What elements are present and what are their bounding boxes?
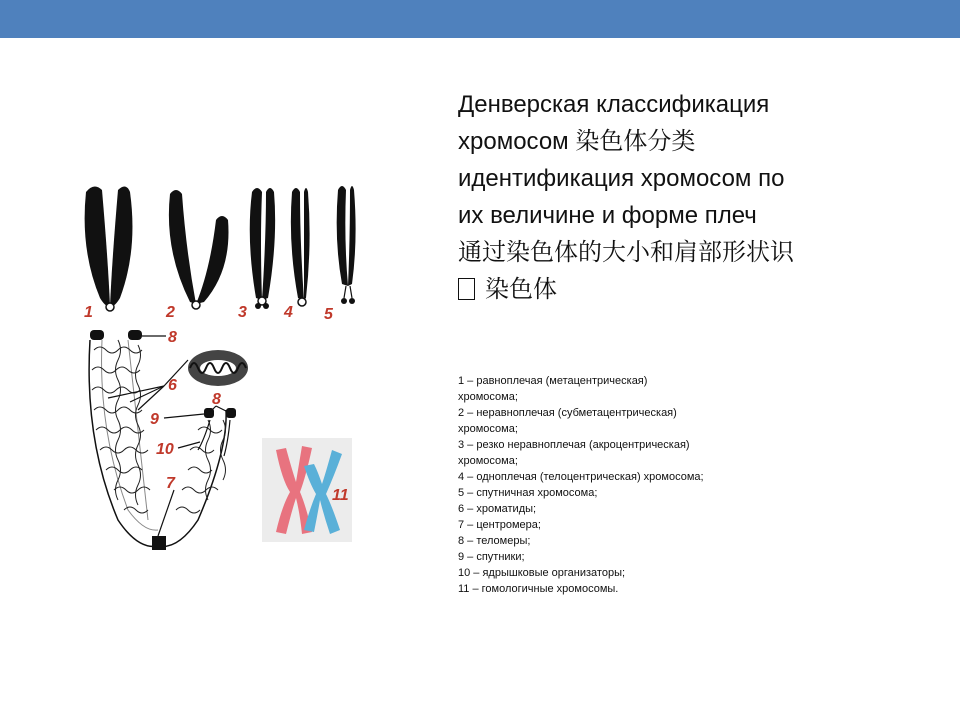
- chromosome-5: [337, 186, 356, 304]
- heading-line-5: 通过染色体的大小和肩部形状识: [458, 239, 794, 266]
- chromatid-cross-section: [188, 350, 248, 386]
- label-2: 2: [166, 304, 175, 321]
- label-7: 7: [166, 475, 175, 492]
- legend-item: 3 – резко неравноплечая (акроцентрическая): [458, 439, 690, 451]
- top-bar: [0, 0, 960, 38]
- chromosome-figure: [78, 180, 368, 570]
- chromosome-illustration: [78, 180, 368, 570]
- legend-item: 8 – теломеры;: [458, 535, 531, 547]
- label-11: 11: [332, 487, 349, 504]
- legend-item: 10 – ядрышковые организаторы;: [458, 567, 626, 579]
- heading-line-6-text: 染色体: [485, 276, 557, 303]
- chromosome-2: [169, 190, 229, 309]
- legend-item: хромосома;: [458, 423, 518, 435]
- legend-item: 7 – центромера;: [458, 519, 541, 531]
- label-8-right: 8: [212, 391, 221, 408]
- legend-item: 6 – хроматиды;: [458, 503, 537, 515]
- legend-item: хромосома;: [458, 391, 518, 403]
- heading-line-2: хромосом 染色体分类: [458, 128, 696, 155]
- label-5: 5: [324, 306, 333, 323]
- legend-list: [458, 373, 798, 597]
- label-4: 4: [284, 304, 293, 321]
- missing-glyph-box: [458, 278, 475, 300]
- legend-item: 9 – спутники;: [458, 551, 525, 563]
- homologous-chromosomes-photo: [262, 438, 352, 542]
- heading-line-4: их величине и форме плеч: [458, 202, 757, 229]
- heading-line-1: Денверская классификация: [458, 91, 770, 118]
- legend-item: 2 – неравноплечая (субметацентрическая): [458, 407, 677, 419]
- legend-item: 11 – гомологичные хромосомы.: [458, 583, 619, 595]
- chromosome-1: [85, 186, 133, 311]
- label-6: 6: [168, 377, 177, 394]
- legend-item: 5 – спутничная хромосома;: [458, 487, 598, 499]
- heading-line-6: [458, 271, 918, 308]
- slide-heading: [458, 86, 918, 308]
- legend-item: хромосома;: [458, 455, 518, 467]
- chromosome-3: [250, 188, 275, 309]
- chromosome-4: [291, 188, 310, 306]
- label-8-top: 8: [168, 329, 177, 346]
- heading-line-3: идентификация хромосом по: [458, 165, 785, 192]
- label-1: 1: [84, 304, 93, 321]
- label-10: 10: [156, 441, 174, 458]
- label-3: 3: [238, 304, 247, 321]
- legend-item: 1 – равноплечая (метацентрическая): [458, 375, 648, 387]
- label-9: 9: [150, 411, 159, 428]
- legend-item: 4 – одноплечая (телоцентрическая) хромосома;: [458, 471, 704, 483]
